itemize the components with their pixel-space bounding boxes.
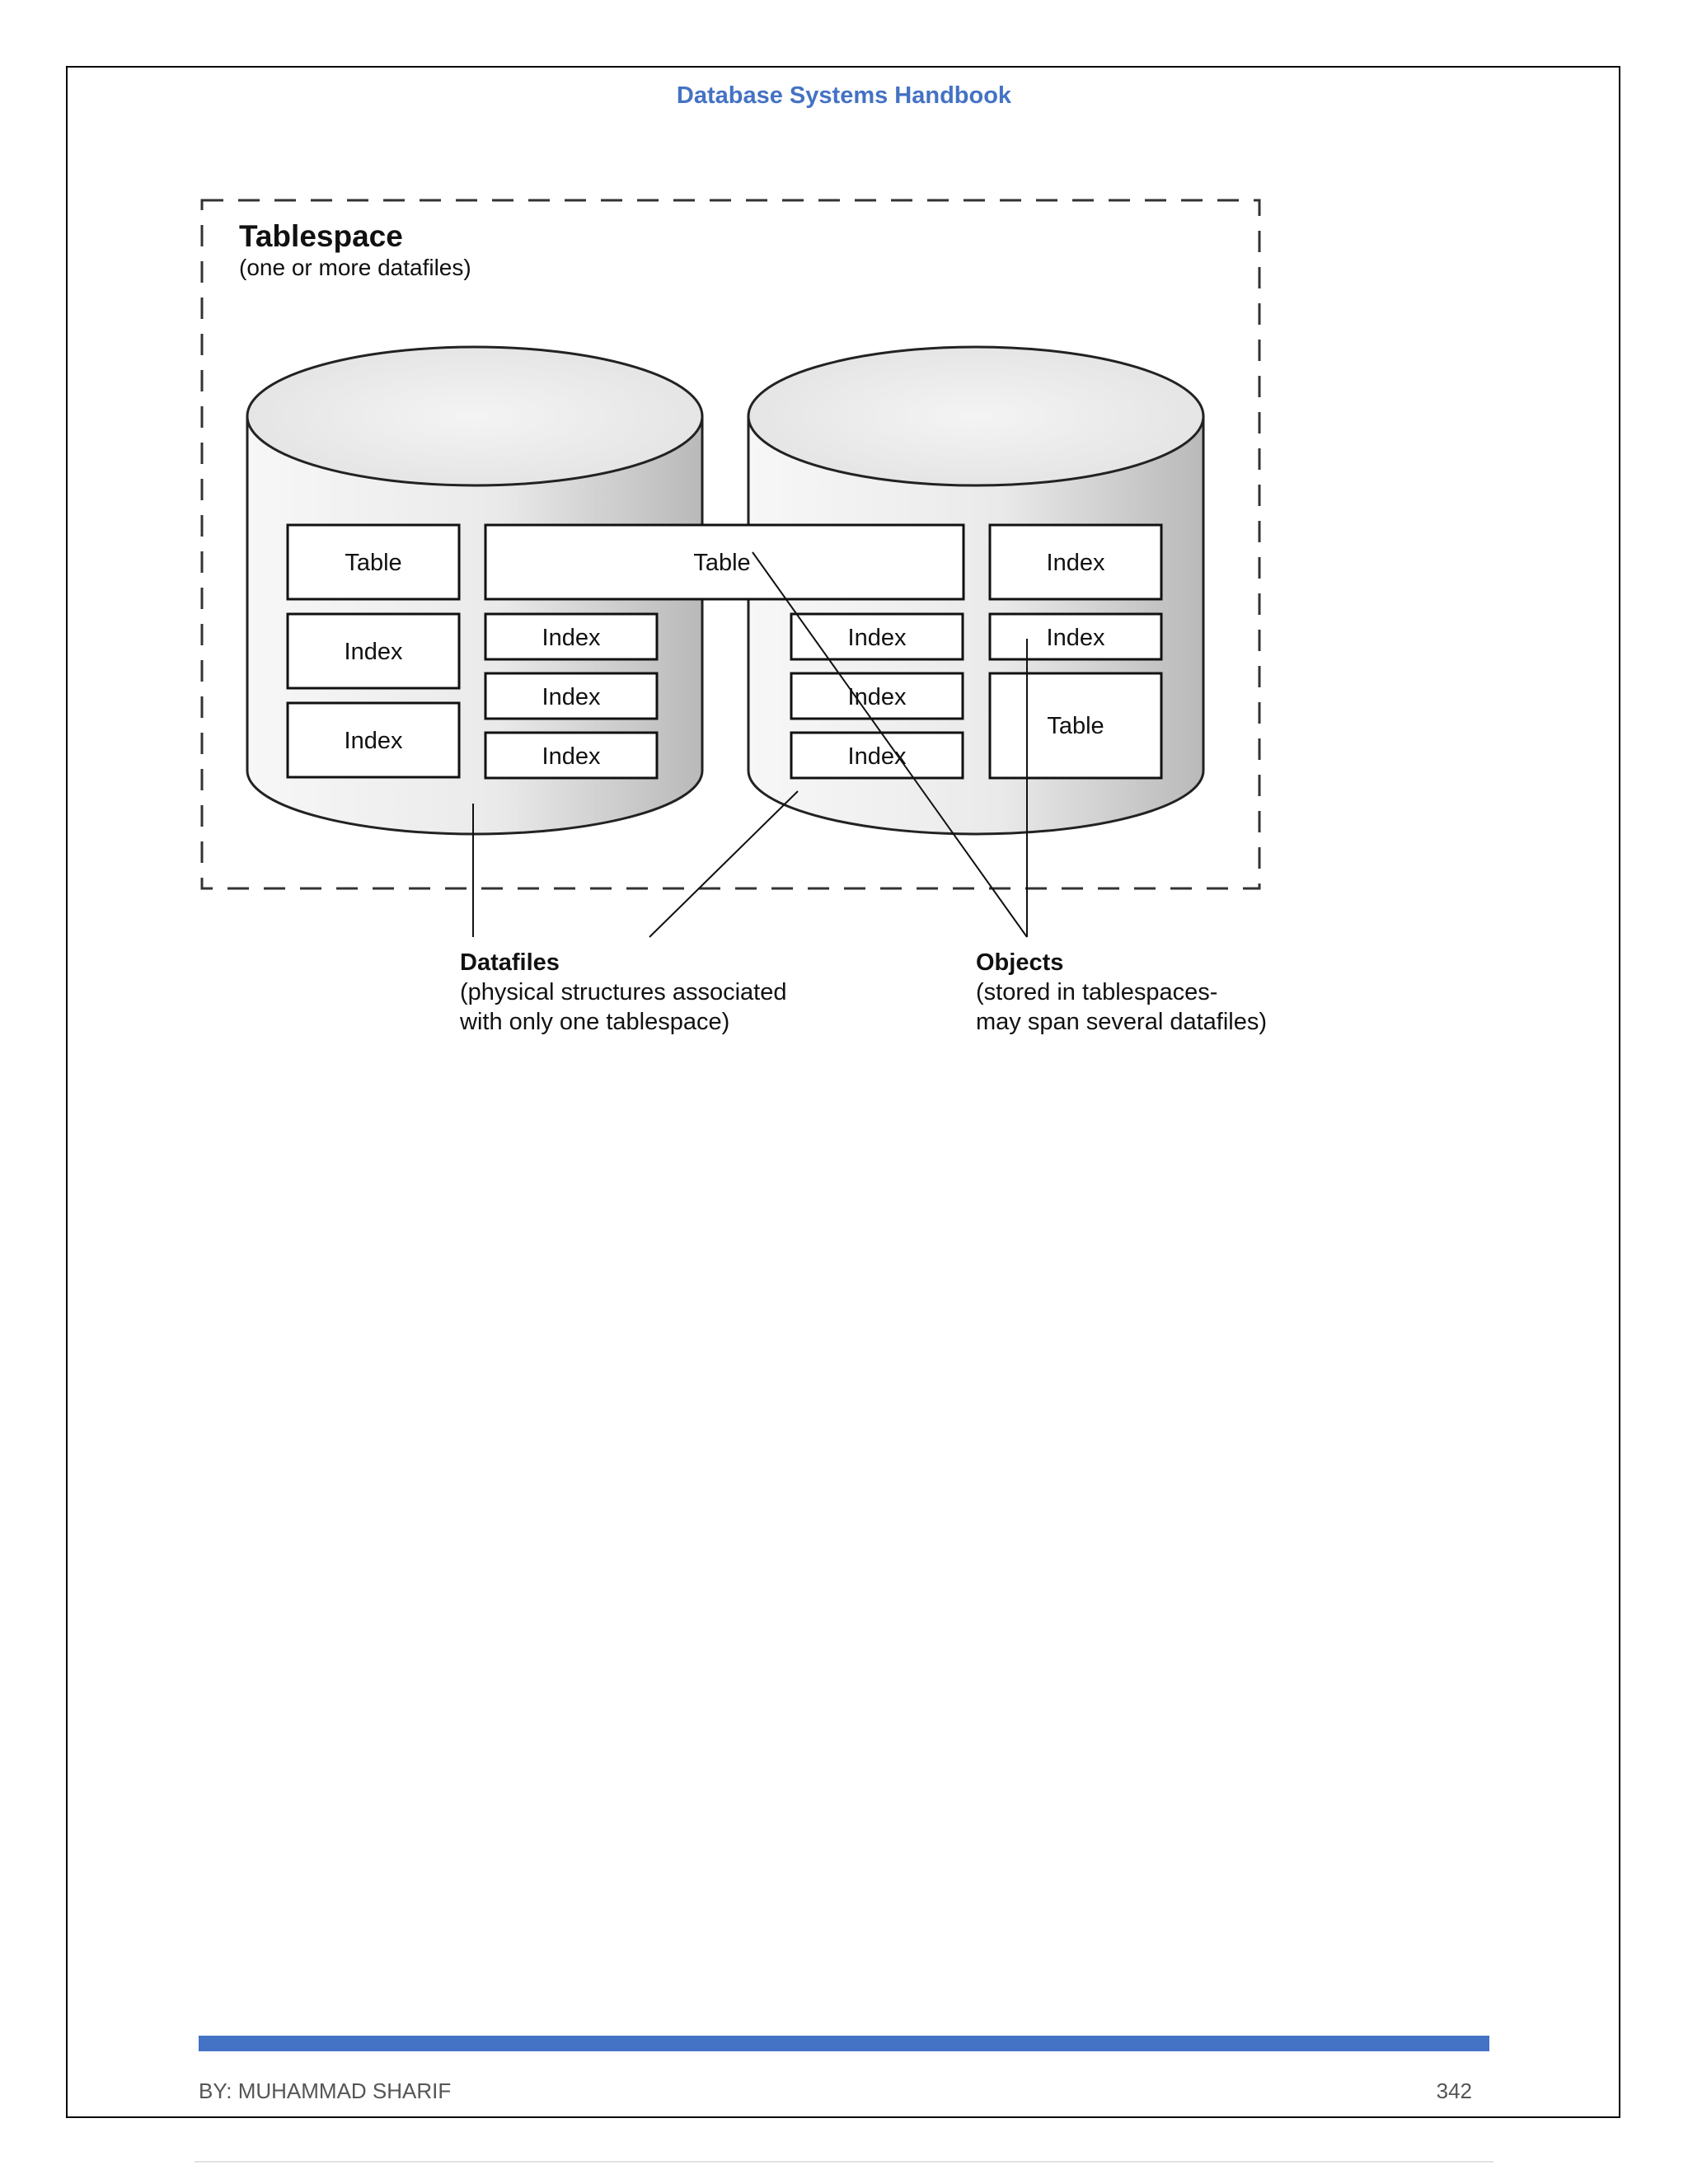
footer-accent-bar xyxy=(199,2036,1489,2051)
left-box-label: Index xyxy=(542,625,601,651)
datafile-leader-line xyxy=(649,791,798,937)
spanning-table-label: Table xyxy=(693,550,751,576)
footer-author: BY: MUHAMMAD SHARIF xyxy=(199,2079,452,2103)
right-box-label: Index xyxy=(847,743,907,770)
left-box-label: Index xyxy=(344,728,403,754)
left-box-label: Index xyxy=(344,639,403,665)
right-box-label: Index xyxy=(847,684,907,710)
tablespace-title: Tablespace xyxy=(239,219,403,253)
objects-label-title: Objects xyxy=(976,949,1064,976)
left-box-label: Table xyxy=(345,550,402,576)
right-box-label: Index xyxy=(1046,550,1105,576)
left-box-label: Index xyxy=(542,743,601,770)
datafiles-label-line: (physical structures associated xyxy=(460,979,787,1005)
right-box-label: Index xyxy=(1046,625,1105,651)
datafiles-label-title: Datafiles xyxy=(460,949,560,976)
objects-label-line: may span several datafiles) xyxy=(976,1009,1267,1035)
page-header-title: Database Systems Handbook xyxy=(676,82,1012,109)
right-box-label: Table xyxy=(1047,713,1104,739)
datafiles-label-line: with only one tablespace) xyxy=(460,1009,730,1035)
tablespace-subtitle: (one or more datafiles) xyxy=(239,255,471,280)
right-box-label: Index xyxy=(847,625,907,651)
objects-label-line: (stored in tablespaces- xyxy=(976,979,1218,1005)
bottom-divider xyxy=(195,2161,1493,2163)
left-box-label: Index xyxy=(542,684,601,710)
page-number: 342 xyxy=(1436,2079,1472,2103)
